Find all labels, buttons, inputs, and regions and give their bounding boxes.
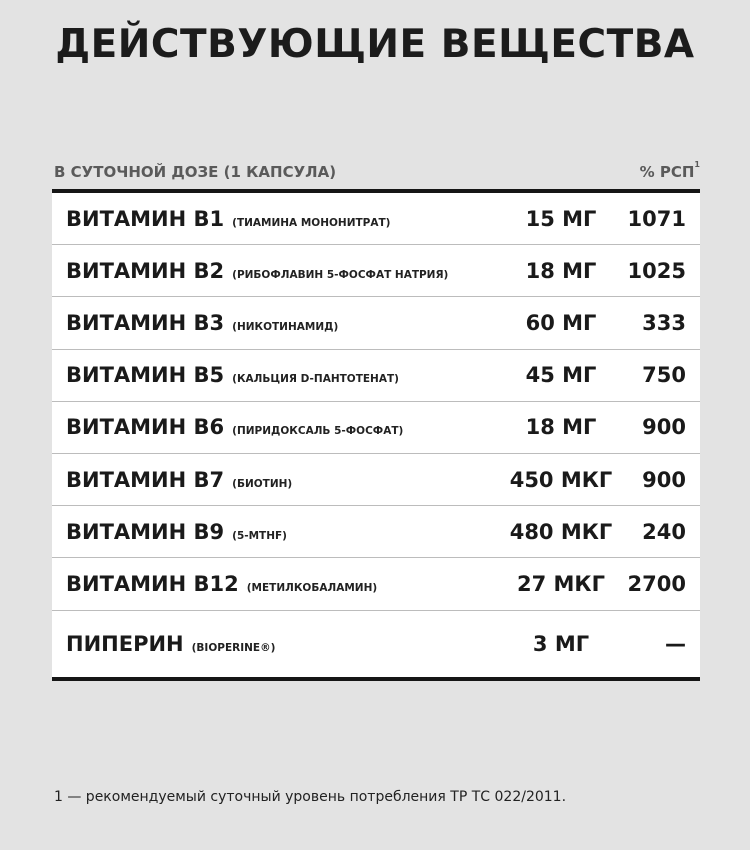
ingredient-name: ВИТАМИН В3 (НИКОТИНАМИД) (66, 310, 339, 335)
ingredient-form: (BIOPERINE®) (191, 641, 276, 654)
ingredient-name: ВИТАМИН В5 (КАЛЬЦИЯ D-ПАНТОТЕНАТ) (66, 363, 399, 388)
ingredient-rsp: 900 (642, 467, 686, 492)
table-row (52, 611, 700, 677)
ingredient-rsp: 1071 (627, 206, 686, 231)
ingredient-rsp: 333 (642, 310, 686, 335)
table-row (52, 350, 700, 402)
ingredient-dose: 60 МГ (525, 310, 597, 335)
ingredient-name: ВИТАМИН В12 (МЕТИЛКОБАЛАМИН) (66, 571, 378, 596)
ingredient-rsp: 900 (642, 415, 686, 440)
ingredient-rsp: — (665, 631, 686, 656)
header-dose-label: В СУТОЧНОЙ ДОЗЕ (1 КАПСУЛА) (54, 163, 337, 181)
ingredient-dose: 450 МКГ (509, 467, 613, 492)
ingredient-dose: 15 МГ (525, 206, 597, 231)
table-row (52, 245, 700, 297)
table-row (52, 454, 700, 506)
ingredients-table (52, 189, 700, 681)
page-title: ДЕЙСТВУЮЩИЕ ВЕЩЕСТВА (55, 22, 695, 67)
ingredient-form: (ПИРИДОКСАЛЬ 5-ФОСФАТ) (232, 425, 404, 438)
ingredient-dose: 18 МГ (525, 415, 597, 440)
table-row (52, 402, 700, 454)
table-row (52, 297, 700, 349)
ingredient-form: (БИОТИН) (232, 477, 293, 490)
ingredient-name: ВИТАМИН В9 (5-MTHF) (66, 519, 287, 544)
ingredient-name: ВИТАМИН В1 (ТИАМИНА МОНОНИТРАТ) (66, 206, 391, 231)
ingredient-form: (РИБОФЛАВИН 5-ФОСФАТ НАТРИЯ) (232, 268, 449, 281)
table-row (52, 558, 700, 610)
ingredient-form: (КАЛЬЦИЯ D-ПАНТОТЕНАТ) (232, 373, 399, 386)
header-rsp-label: % РСП$^1$ (639, 160, 700, 181)
ingredient-name: ВИТАМИН В6 (ПИРИДОКСАЛЬ 5-ФОСФАТ) (66, 415, 404, 440)
ingredient-dose: 18 МГ (525, 258, 597, 283)
ingredient-rsp: 750 (642, 363, 686, 388)
ingredient-name: ПИПЕРИН (BIOPERINE®) (66, 631, 276, 656)
table-row (52, 193, 700, 245)
ingredient-form: (ТИАМИНА МОНОНИТРАТ) (232, 216, 391, 229)
ingredient-rsp: 240 (642, 519, 686, 544)
table-header (54, 161, 700, 185)
ingredient-form: (НИКОТИНАМИД) (232, 320, 339, 333)
ingredient-rsp: 2700 (627, 571, 686, 596)
table-row (52, 506, 700, 558)
ingredient-dose: 45 МГ (525, 363, 597, 388)
ingredient-rsp: 1025 (627, 258, 686, 283)
ingredient-form: (МЕТИЛКОБАЛАМИН) (246, 581, 378, 594)
ingredient-dose: 3 МГ (532, 631, 590, 656)
ingredient-dose: 480 МКГ (509, 519, 613, 544)
ingredient-form: (5-MTHF) (232, 529, 287, 542)
ingredient-name: ВИТАМИН В2 (РИБОФЛАВИН 5-ФОСФАТ НАТРИЯ) (66, 258, 449, 283)
ingredient-dose: 27 МКГ (517, 571, 605, 596)
ingredient-name: ВИТАМИН В7 (БИОТИН) (66, 467, 293, 492)
footnote-marker: 1 (694, 160, 700, 169)
footnote: 1 — рекомендуемый суточный уровень потребления ТР ТС 022/2011. (54, 789, 567, 805)
